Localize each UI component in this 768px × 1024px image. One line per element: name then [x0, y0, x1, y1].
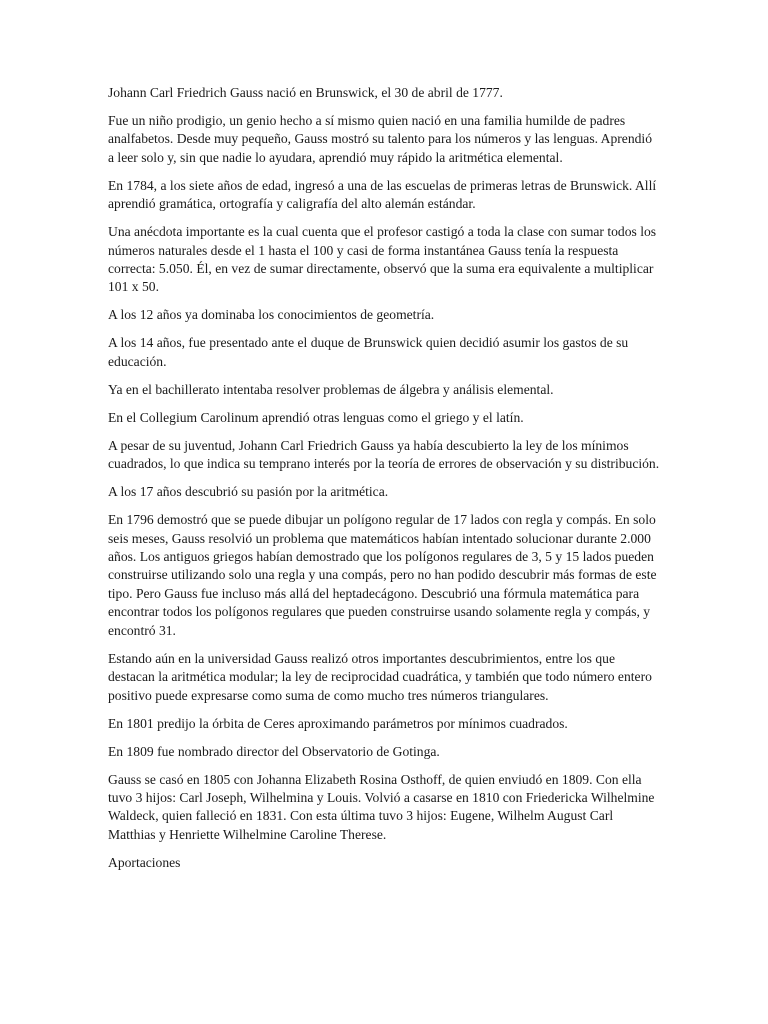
paragraph-bachillerato: Ya en el bachillerato intentaba resolver problemas de álgebra y análisis elemental.: [108, 381, 554, 397]
paragraph-school-1784: En 1784, a los siete años de edad, ingresó a una de las escuelas de primeras letras de Brunswick. Allí aprendió gramática, ortografía y caligrafía del alto alemán estándar.: [108, 177, 657, 212]
paragraph-marriage: Gauss se casó en 1805 con Johanna Elizabeth Rosina Osthoff, de quien enviudó en 1809. Con ella tuvo 3 hijos: Carl Joseph, Wilhelmina y Louis. Volvió a casarse en 1810 con Friedericka Wilhelmine Waldeck, quien falleció en 1831. Con esta última tuvo 3 hijos: Eugene, Wilhelm August Carl Matthias y Henriette Wilhelmine Caroline Therese.: [108, 771, 655, 842]
document-page: [108, 84, 660, 882]
paragraph-university: Estando aún en la universidad Gauss realizó otros importantes descubrimientos, entre los que destacan la aritmética modular; la ley de reciprocidad cuadrática, y también que todo número entero positivo puede expresarse como suma de como mucho tres números triangulares.: [108, 650, 652, 703]
paragraph-age-14: A los 14 años, fue presentado ante el duque de Brunswick quien decidió asumir los gastos de su educación.: [108, 335, 629, 369]
paragraph-polygon-1796: En 1796 demostró que se puede dibujar un polígono regular de 17 lados con regla y compás. En solo seis meses, Gauss resolvió un problema que matemáticos habían intentado solucionar durante 2.000 años. Los antiguos griegos habían demostrado que los polígonos regulares de 3, 5 y 15 lados pueden construirse utilizando solo una regla y una compás, pero no han podido descubrir más formas de este tipo. Pero Gauss fue incluso más allá del heptadecágono. Descubrió una fórmula matemática para encontrar todos los polígonos regulares que pueden construirse usando solamente regla y compás, y encontró 31.: [108, 512, 657, 638]
paragraph-age-17: A los 17 años descubrió su pasión por la aritmética.: [108, 484, 389, 500]
paragraph-birth: Johann Carl Friedrich Gauss nació en Brunswick, el 30 de abril de 1777.: [108, 85, 503, 100]
paragraph-collegium: En el Collegium Carolinum aprendió otras lenguas como el griego y el latín.: [108, 409, 524, 425]
paragraph-age-12: A los 12 años ya dominaba los conocimientos de geometría.: [108, 307, 435, 323]
paragraph-ceres-1801: En 1801 predijo la órbita de Ceres aproximando parámetros por mínimos cuadrados.: [108, 715, 568, 731]
section-heading-aportaciones: Aportaciones: [108, 854, 181, 870]
paragraph-childhood: Fue un niño prodigio, un genio hecho a sí mismo quien nació en una familia humilde de padres analfabetos. Desde muy pequeño, Gauss mostró su talento para los números y las lenguas. Aprendió a leer solo y, sin que nadie lo ayudara, aprendió muy rápido la aritmética elemental.: [108, 113, 653, 165]
paragraph-observatory-1809: En 1809 fue nombrado director del Observatorio de Gotinga.: [108, 743, 440, 759]
paragraph-least-squares: A pesar de su juventud, Johann Carl Friedrich Gauss ya había descubierto la ley de los mínimos cuadrados, lo que indica su temprano interés por la teoría de errores de observación y su distribución.: [108, 437, 660, 472]
paragraph-anecdote: Una anécdota importante es la cual cuenta que el profesor castigó a toda la clase con sumar todos los números naturales desde el 1 hasta el 100 y casi de forma instantánea Gauss tenía la respuesta correcta: 5.050. Él, en vez de sumar directamente, observó que la suma era equivalente a multiplicar 101 x 50.: [108, 224, 657, 295]
